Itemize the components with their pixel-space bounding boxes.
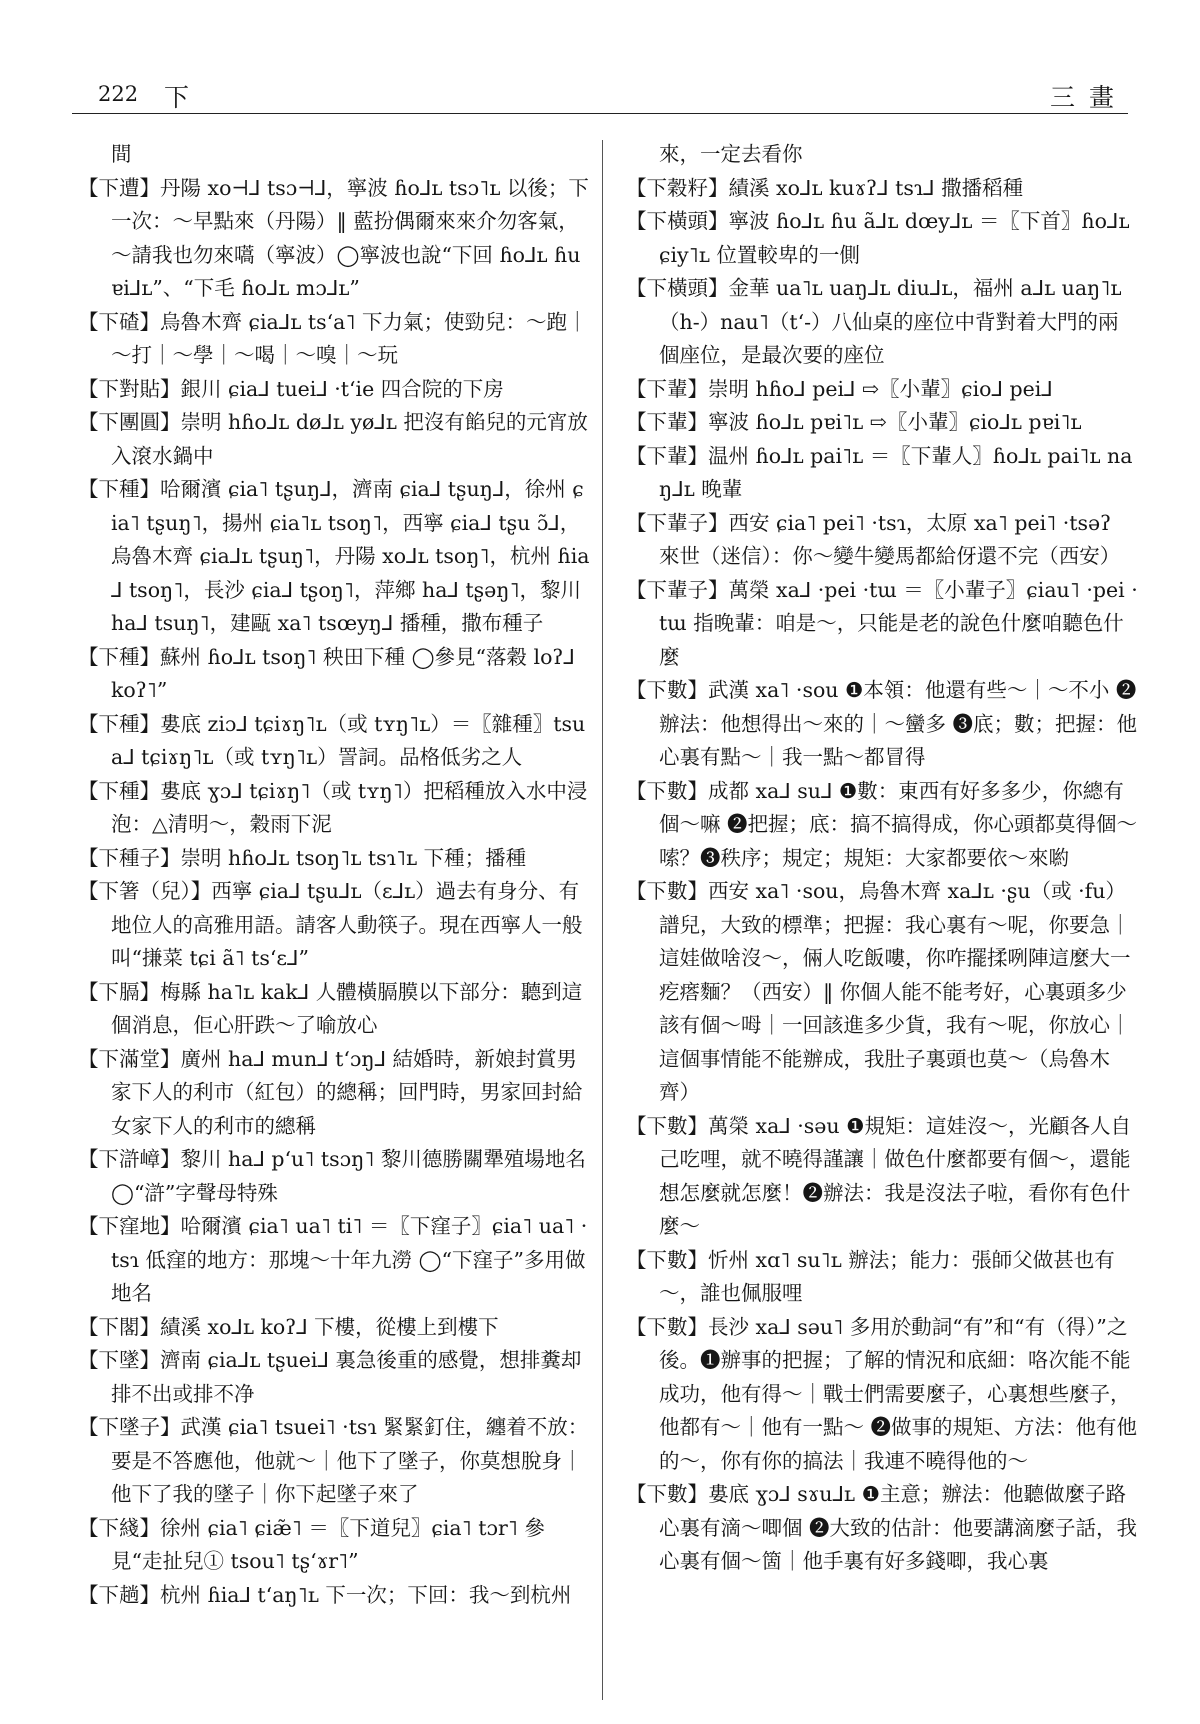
right-column — [626, 138, 1138, 1579]
dictionary-entry: 【下輩子】萬榮 xa⅃ ·pei ·tɯ ＝〖小輩子〗ɕiau˥ ·pei ·tɯ 指晚輩：咱是～，只能是老的說色什麼咱聽色什麼 — [626, 577, 1138, 669]
dictionary-entry: 【下種】婁底 ɣɔ⅃ tɕiɤŋ˥（或 tʏŋ˥）把稻種放入水中浸泡：△清明～，穀雨下泥 — [78, 778, 588, 836]
dictionary-entry: 【下數】婁底 ɣɔ⅃ sɤu⅃ʟ ❶主意；辦法：他聽做麼子路心裏有滴～唧個 ❷大致的估計：他要講滴麼子話，我心裏有個～箇｜他手裏有好多錢唧，我心裏 — [626, 1482, 1138, 1573]
dictionary-entry: 【下數】萬榮 xa⅃ ·səu ❶規矩：這娃沒～，光顧各人自己吃哩，就不曉得謹讓｜做色什麼都要有個～，還能想怎麼就怎麼！❷辦法：我是沒法子啦，看你有色什麼～ — [626, 1113, 1132, 1238]
dictionary-entry: 【下墜】濟南 ɕia⅃ʟ tʂuei⅃ 裏急後重的感覺，想排糞却排不出或排不净 — [78, 1348, 582, 1406]
page-number: 222 — [98, 82, 139, 106]
dictionary-entry: 【下種】婁底 ziɔ⅃ tɕiɤŋ˥ʟ（或 tʏŋ˥ʟ）＝〖雜種〗tsua⅃ tɕiɤŋ˥ʟ（或 tʏŋ˥ʟ）詈詞。品格低劣之人 — [78, 711, 586, 769]
left-column — [78, 138, 590, 1612]
dictionary-entry: 【下綫】徐州 ɕia˥ ɕiæ̃˥ ＝〖下道兒〗ɕia˥ tɔr˥ 參見“走扯兒① tsou˥ tʂʻɤr˥” — [78, 1515, 545, 1573]
dictionary-entry: 【下輩子】西安 ɕia˥ pei˥ ·tsɿ，太原 xa˥ pei˥ ·tsəʔ 來世（迷信）：你～變牛變馬都給伢還不完（西安） — [626, 510, 1121, 568]
column-divider — [602, 140, 603, 1700]
entry-continuation: 來，一定去看你 — [659, 142, 803, 166]
dictionary-entry: 【下滸嶂】黎川 ha⅃ pʻu˥ tsɔŋ˥ 黎川德勝關犟殖場地名 ◯“滸”字聲母特殊 — [78, 1147, 586, 1205]
dictionary-entry: 【下窪地】哈爾濱 ɕia˥ ua˥ ti˥ ＝〖下窪子〗ɕia˥ ua˥ ·tsɿ 低窪的地方：那塊～十年九澇 ◯“下窪子”多用做地名 — [78, 1214, 588, 1305]
header-rule — [72, 113, 1128, 114]
dictionary-entry: 【下種】哈爾濱 ɕia˥ tʂuŋ⅃，濟南 ɕia⅃ tʂuŋ⅃，徐州 ɕia˥ tʂuŋ˥，揚州 ɕia˥ʟ tsoŋ˥，西寧 ɕia⅃ tʂu ɔ̃⅃，烏魯木齊 ɕia⅃ʟ tʂuŋ˥，丹陽 xo⅃ʟ tsoŋ˥，杭州 ɦia⅃ tsoŋ˥，長沙 ɕia⅃ tʂoŋ˥，萍鄉 ha⅃ tʂəŋ˥，黎川 ha⅃ tsuŋ˥，建甌 xa˥ tsœyŋ⅃ 播種，撒布種子 — [78, 477, 590, 635]
dictionary-entry: 【下數】成都 xa⅃ su⅃ ❶數：東西有好多多少，你總有個～嘛 ❷把握；底：搞不搞得成，你心頭都莫得個～嗦？❸秩序；規定；規矩：大家都要依～來喲 — [626, 778, 1138, 870]
dictionary-entry: 【下碴】烏魯木齊 ɕia⅃ʟ tsʻa˥ 下力氣；使勁兒：～跑｜～打｜～學｜～喝｜～嗅｜～玩 — [78, 309, 588, 367]
section-title: 三畫 — [1049, 83, 1128, 112]
dictionary-entry: 【下種】蘇州 ɦo⅃ʟ tsoŋ˥ 秧田下種 ◯參見“落穀 loʔ⅃ koʔ˥” — [78, 644, 575, 702]
dictionary-entry: 【下趟】杭州 ɦia⅃ tʻaŋ˥ʟ 下一次；下回：我～到杭州 — [78, 1582, 572, 1607]
dictionary-entry: 【下橫頭】寧波 ɦo⅃ʟ ɦu ã⅃ʟ dœy⅃ʟ ＝〖下首〗ɦo⅃ʟ ɕiy˥ʟ 位置較卑的一側 — [626, 209, 1130, 267]
dictionary-entry: 【下墜子】武漢 ɕia˥ tsuei˥ ·tsɿ 緊緊釘住，纏着不放：要是不答應他，他就～｜他下了墜子，你莫想脫身｜他下了我的墜子｜你下起墜子來了 — [78, 1415, 589, 1506]
dictionary-entry: 【下閣】績溪 xo⅃ʟ koʔ⅃ 下樓，從樓上到樓下 — [78, 1314, 499, 1339]
dictionary-entry: 【下滿堂】廣州 ha⅃ mun⅃ tʻɔŋ⅃ 結婚時，新娘封賞男家下人的利市（紅包）的總稱；回門時，男家回封給女家下人的利市的總稱 — [78, 1046, 583, 1138]
dictionary-entry: 【下橫頭】金華 ua˥ʟ uaŋ⅃ʟ diu⅃ʟ，福州 a⅃ʟ uaŋ˥ʟ（h-）nau˥（tʻ-）八仙桌的座位中背對着大門的兩個座位，是最次要的座位 — [626, 276, 1122, 367]
dictionary-entry: 【下數】長沙 xa⅃ səu˥ 多用於動詞“有”和“有（得）”之後。❶辦事的把握；了解的情況和底細：咯次能不能成功，他有得～｜戰士們需要麼子，心裏想些麼子，他都有～｜他有一點～ ❷做事的規矩、方法：他有他的～，你有你的搞法｜我連不曉得他的～ — [626, 1314, 1138, 1473]
dictionary-entry: 【下對貼】銀川 ɕia⅃ tuei⅃ ·tʻie 四合院的下房 — [78, 376, 504, 401]
dictionary-entry: 【下遭】丹陽 xo⊣⅃ tsɔ⊣⅃，寧波 ɦo⅃ʟ tsɔ˥ʟ 以後；下一次：～早點來（丹陽）‖ 藍扮偶爾來來介勿客氣，～請我也勿來嚆（寧波）◯寧波也說“下回 ɦo⅃ʟ ɦuɐi⅃ʟ”、“下毛 ɦo⅃ʟ mɔ⅃ʟ” — [78, 175, 589, 300]
dictionary-entry: 【下輩】崇明 hɦo⅃ pei⅃ ⇨〖小輩〗ɕio⅃ pei⅃ — [626, 376, 1053, 401]
running-head-character: 下 — [164, 83, 190, 112]
dictionary-entry: 【下種子】崇明 hɦo⅃ʟ tsoŋ˥ʟ tsɿ˥ʟ 下種；播種 — [78, 845, 527, 870]
dictionary-entry: 【下輩】寧波 ɦo⅃ʟ pɐi˥ʟ ⇨〖小輩〗ɕio⅃ʟ pɐi˥ʟ — [626, 410, 1082, 434]
dictionary-entry: 【下數】武漢 xa˥ ·sou ❶本領：他還有些～｜～不小 ❷辦法：他想得出～來的｜～蠻多 ❸底；數；把握：他心裏有點～｜我一點～都冒得 — [626, 678, 1138, 769]
dictionary-entry: 【下數】忻州 xɑ˥ su˥ʟ 辦法；能力：張師父做甚也有～，誰也佩服哩 — [626, 1247, 1115, 1305]
page-header — [72, 78, 1128, 114]
dictionary-entry: 【下穀籽】績溪 xo⅃ʟ kuɤʔ⅃ tsɿ⅃ 撒播稻種 — [626, 175, 1024, 200]
dictionary-entry: 【下輩】温州 ɦo⅃ʟ pai˥ʟ ＝〖下輩人〗ɦo⅃ʟ pai˥ʟ naŋ⅃ʟ 晚輩 — [626, 443, 1133, 501]
dictionary-entry: 【下團圓】崇明 hɦo⅃ʟ dø⅃ʟ yø⅃ʟ 把沒有餡兒的元宵放入滾水鍋中 — [78, 410, 588, 468]
dictionary-entry: 【下膈】梅縣 ha˥ʟ kak⅃ 人體橫膈膜以下部分：聽到這個消息，佢心肝跌～了喻放心 — [78, 979, 583, 1037]
entry-continuation: 間 — [111, 142, 132, 166]
dictionary-entry: 【下箸（兒）】西寧 ɕia⅃ tʂu⅃ʟ（ɛ⅃ʟ）過去有身分、有地位人的高雅用語。請客人動筷子。現在西寧人一般叫“搛菜 tɕi ã˥ tsʻɛ⅃” — [78, 879, 583, 970]
dictionary-entry: 【下數】西安 xa˥ ·sou，烏魯木齊 xa⅃ʟ ·ʂu（或 ·fu）譜兒，大致的標準；把握：我心裏有～呢，你要急｜這娃做啥沒～，倆人吃飯嘍，你咋擺揉咧陣這麼大一疙瘩麵？（西安）‖ 你個人能不能考好，心裏頭多少該有個～呣｜一回該進多少貨，我有～呢，你放心｜這個事情能不能辦成，我肚子裏頭也莫～（烏魯木齊） — [626, 879, 1131, 1104]
